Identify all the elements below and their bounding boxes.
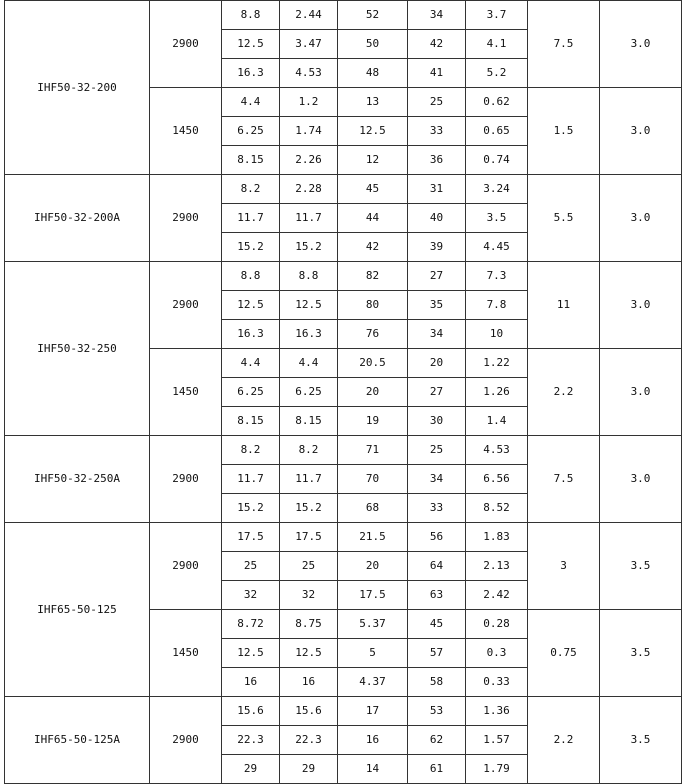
flow-ls-cell: 8.75 <box>280 610 338 639</box>
efficiency-cell: 64 <box>408 552 466 581</box>
flow-ls-cell: 16 <box>280 668 338 697</box>
efficiency-cell: 42 <box>408 30 466 59</box>
efficiency-cell: 39 <box>408 233 466 262</box>
shaft-power-cell: 1.36 <box>466 697 528 726</box>
model-cell: IHF50-32-200A <box>5 175 150 262</box>
speed-cell: 2900 <box>150 175 222 262</box>
flow-ls-cell: 1.74 <box>280 117 338 146</box>
shaft-power-cell: 4.53 <box>466 436 528 465</box>
shaft-power-cell: 3.5 <box>466 204 528 233</box>
shaft-power-cell: 7.3 <box>466 262 528 291</box>
speed-cell: 2900 <box>150 436 222 523</box>
flow-ls-cell: 12.5 <box>280 291 338 320</box>
head-m-cell: 12.5 <box>338 117 408 146</box>
flow-m3h-cell: 6.25 <box>222 378 280 407</box>
efficiency-cell: 62 <box>408 726 466 755</box>
head-m-cell: 20 <box>338 378 408 407</box>
flow-m3h-cell: 8.15 <box>222 146 280 175</box>
efficiency-cell: 58 <box>408 668 466 697</box>
motor-power-cell: 1.5 <box>528 88 600 175</box>
efficiency-cell: 25 <box>408 436 466 465</box>
shaft-power-cell: 4.45 <box>466 233 528 262</box>
shaft-power-cell: 3.24 <box>466 175 528 204</box>
efficiency-cell: 57 <box>408 639 466 668</box>
model-cell: IHF65-50-125 <box>5 523 150 697</box>
pump-performance-table <box>4 0 682 784</box>
npsh-cell: 3.0 <box>600 1 682 88</box>
flow-m3h-cell: 8.15 <box>222 407 280 436</box>
flow-m3h-cell: 16 <box>222 668 280 697</box>
flow-m3h-cell: 15.6 <box>222 697 280 726</box>
speed-cell: 2900 <box>150 523 222 610</box>
speed-cell: 1450 <box>150 349 222 436</box>
shaft-power-cell: 1.83 <box>466 523 528 552</box>
table-row <box>5 697 682 726</box>
shaft-power-cell: 3.7 <box>466 1 528 30</box>
flow-ls-cell: 15.6 <box>280 697 338 726</box>
shaft-power-cell: 2.42 <box>466 581 528 610</box>
speed-cell: 2900 <box>150 1 222 88</box>
table-body <box>5 1 682 784</box>
model-cell: IHF50-32-250 <box>5 262 150 436</box>
head-m-cell: 71 <box>338 436 408 465</box>
shaft-power-cell: 10 <box>466 320 528 349</box>
flow-m3h-cell: 4.4 <box>222 349 280 378</box>
flow-m3h-cell: 12.5 <box>222 30 280 59</box>
flow-ls-cell: 11.7 <box>280 204 338 233</box>
npsh-cell: 3.5 <box>600 523 682 610</box>
efficiency-cell: 63 <box>408 581 466 610</box>
flow-m3h-cell: 29 <box>222 755 280 784</box>
flow-ls-cell: 2.44 <box>280 1 338 30</box>
head-m-cell: 42 <box>338 233 408 262</box>
model-cell: IHF65-50-125A <box>5 697 150 784</box>
efficiency-cell: 45 <box>408 610 466 639</box>
head-m-cell: 12 <box>338 146 408 175</box>
flow-ls-cell: 16.3 <box>280 320 338 349</box>
table-row <box>5 436 682 465</box>
shaft-power-cell: 0.74 <box>466 146 528 175</box>
npsh-cell: 3.0 <box>600 175 682 262</box>
flow-ls-cell: 8.8 <box>280 262 338 291</box>
flow-m3h-cell: 8.2 <box>222 436 280 465</box>
efficiency-cell: 30 <box>408 407 466 436</box>
efficiency-cell: 40 <box>408 204 466 233</box>
model-cell: IHF50-32-250A <box>5 436 150 523</box>
efficiency-cell: 33 <box>408 117 466 146</box>
flow-ls-cell: 2.26 <box>280 146 338 175</box>
efficiency-cell: 31 <box>408 175 466 204</box>
efficiency-cell: 27 <box>408 378 466 407</box>
efficiency-cell: 53 <box>408 697 466 726</box>
shaft-power-cell: 0.3 <box>466 639 528 668</box>
flow-m3h-cell: 22.3 <box>222 726 280 755</box>
head-m-cell: 50 <box>338 30 408 59</box>
efficiency-cell: 34 <box>408 465 466 494</box>
flow-ls-cell: 3.47 <box>280 30 338 59</box>
shaft-power-cell: 2.13 <box>466 552 528 581</box>
head-m-cell: 14 <box>338 755 408 784</box>
flow-ls-cell: 2.28 <box>280 175 338 204</box>
flow-m3h-cell: 12.5 <box>222 639 280 668</box>
flow-m3h-cell: 8.2 <box>222 175 280 204</box>
flow-m3h-cell: 11.7 <box>222 465 280 494</box>
head-m-cell: 52 <box>338 1 408 30</box>
flow-ls-cell: 15.2 <box>280 233 338 262</box>
head-m-cell: 44 <box>338 204 408 233</box>
efficiency-cell: 20 <box>408 349 466 378</box>
shaft-power-cell: 8.52 <box>466 494 528 523</box>
motor-power-cell: 2.2 <box>528 349 600 436</box>
flow-ls-cell: 11.7 <box>280 465 338 494</box>
flow-ls-cell: 25 <box>280 552 338 581</box>
flow-ls-cell: 6.25 <box>280 378 338 407</box>
shaft-power-cell: 1.26 <box>466 378 528 407</box>
shaft-power-cell: 0.62 <box>466 88 528 117</box>
efficiency-cell: 33 <box>408 494 466 523</box>
speed-cell: 1450 <box>150 610 222 697</box>
flow-ls-cell: 29 <box>280 755 338 784</box>
motor-power-cell: 5.5 <box>528 175 600 262</box>
flow-m3h-cell: 25 <box>222 552 280 581</box>
flow-m3h-cell: 16.3 <box>222 320 280 349</box>
flow-ls-cell: 15.2 <box>280 494 338 523</box>
shaft-power-cell: 0.33 <box>466 668 528 697</box>
shaft-power-cell: 1.4 <box>466 407 528 436</box>
shaft-power-cell: 7.8 <box>466 291 528 320</box>
model-cell: IHF50-32-200 <box>5 1 150 175</box>
head-m-cell: 76 <box>338 320 408 349</box>
efficiency-cell: 61 <box>408 755 466 784</box>
shaft-power-cell: 6.56 <box>466 465 528 494</box>
head-m-cell: 80 <box>338 291 408 320</box>
flow-m3h-cell: 6.25 <box>222 117 280 146</box>
flow-ls-cell: 8.15 <box>280 407 338 436</box>
flow-m3h-cell: 12.5 <box>222 291 280 320</box>
efficiency-cell: 56 <box>408 523 466 552</box>
head-m-cell: 17.5 <box>338 581 408 610</box>
flow-m3h-cell: 15.2 <box>222 233 280 262</box>
npsh-cell: 3.0 <box>600 436 682 523</box>
head-m-cell: 13 <box>338 88 408 117</box>
head-m-cell: 70 <box>338 465 408 494</box>
flow-m3h-cell: 8.72 <box>222 610 280 639</box>
motor-power-cell: 7.5 <box>528 436 600 523</box>
head-m-cell: 82 <box>338 262 408 291</box>
flow-m3h-cell: 16.3 <box>222 59 280 88</box>
shaft-power-cell: 1.57 <box>466 726 528 755</box>
head-m-cell: 45 <box>338 175 408 204</box>
motor-power-cell: 7.5 <box>528 1 600 88</box>
head-m-cell: 17 <box>338 697 408 726</box>
motor-power-cell: 0.75 <box>528 610 600 697</box>
efficiency-cell: 41 <box>408 59 466 88</box>
flow-ls-cell: 32 <box>280 581 338 610</box>
flow-ls-cell: 22.3 <box>280 726 338 755</box>
shaft-power-cell: 1.22 <box>466 349 528 378</box>
shaft-power-cell: 5.2 <box>466 59 528 88</box>
head-m-cell: 5 <box>338 639 408 668</box>
head-m-cell: 16 <box>338 726 408 755</box>
head-m-cell: 20 <box>338 552 408 581</box>
flow-m3h-cell: 8.8 <box>222 1 280 30</box>
flow-m3h-cell: 4.4 <box>222 88 280 117</box>
efficiency-cell: 36 <box>408 146 466 175</box>
flow-ls-cell: 17.5 <box>280 523 338 552</box>
head-m-cell: 21.5 <box>338 523 408 552</box>
table-row <box>5 1 682 30</box>
npsh-cell: 3.0 <box>600 262 682 349</box>
head-m-cell: 4.37 <box>338 668 408 697</box>
npsh-cell: 3.5 <box>600 697 682 784</box>
shaft-power-cell: 0.28 <box>466 610 528 639</box>
table-row <box>5 175 682 204</box>
head-m-cell: 20.5 <box>338 349 408 378</box>
motor-power-cell: 3 <box>528 523 600 610</box>
table-row <box>5 523 682 552</box>
shaft-power-cell: 1.79 <box>466 755 528 784</box>
npsh-cell: 3.0 <box>600 349 682 436</box>
flow-m3h-cell: 32 <box>222 581 280 610</box>
efficiency-cell: 34 <box>408 320 466 349</box>
motor-power-cell: 2.2 <box>528 697 600 784</box>
head-m-cell: 68 <box>338 494 408 523</box>
shaft-power-cell: 0.65 <box>466 117 528 146</box>
flow-m3h-cell: 17.5 <box>222 523 280 552</box>
efficiency-cell: 34 <box>408 1 466 30</box>
motor-power-cell: 11 <box>528 262 600 349</box>
flow-ls-cell: 4.53 <box>280 59 338 88</box>
head-m-cell: 5.37 <box>338 610 408 639</box>
flow-m3h-cell: 11.7 <box>222 204 280 233</box>
head-m-cell: 19 <box>338 407 408 436</box>
speed-cell: 2900 <box>150 697 222 784</box>
npsh-cell: 3.0 <box>600 88 682 175</box>
speed-cell: 2900 <box>150 262 222 349</box>
efficiency-cell: 25 <box>408 88 466 117</box>
head-m-cell: 48 <box>338 59 408 88</box>
flow-m3h-cell: 8.8 <box>222 262 280 291</box>
flow-ls-cell: 1.2 <box>280 88 338 117</box>
efficiency-cell: 35 <box>408 291 466 320</box>
efficiency-cell: 27 <box>408 262 466 291</box>
npsh-cell: 3.5 <box>600 610 682 697</box>
table-row <box>5 262 682 291</box>
shaft-power-cell: 4.1 <box>466 30 528 59</box>
flow-m3h-cell: 15.2 <box>222 494 280 523</box>
flow-ls-cell: 12.5 <box>280 639 338 668</box>
flow-ls-cell: 8.2 <box>280 436 338 465</box>
speed-cell: 1450 <box>150 88 222 175</box>
flow-ls-cell: 4.4 <box>280 349 338 378</box>
